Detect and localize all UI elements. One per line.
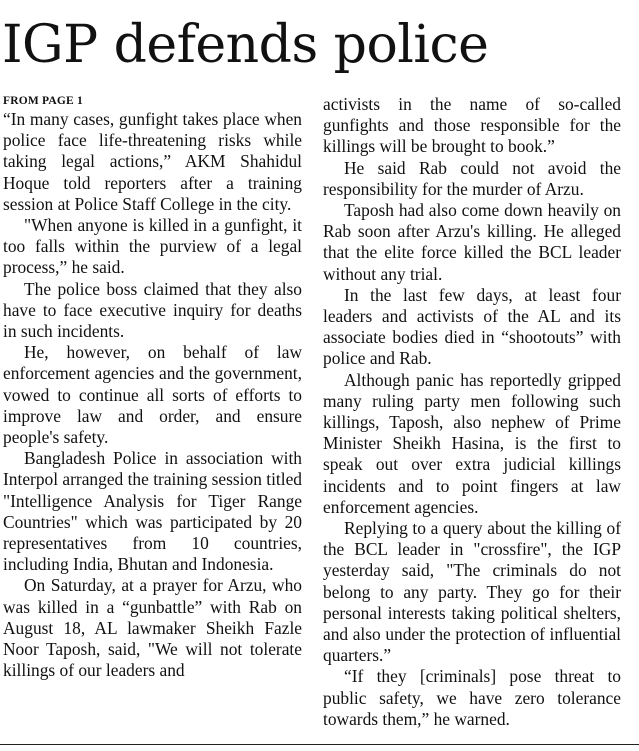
paragraph: Replying to a query about the killing of the BCL leader in "crossfire", the IGP yesterday said, "The criminals do not belong to any party. They go for their personal interests taking political shelters, and also under the protection of influential quarters.” — [323, 518, 621, 666]
bottom-rule — [0, 744, 639, 745]
paragraph: On Saturday, at a prayer for Arzu, who was killed in a “gunbattle” with Rab on August 18, AL lawmaker Sheikh Fazle Noor Taposh, said, "We will not tolerate killings of our leaders and — [3, 575, 302, 681]
paragraph: “If they [criminals] pose threat to public safety, we have zero tolerance towards them,” he warned. — [323, 666, 621, 729]
headline: IGP defends police — [2, 15, 489, 75]
paragraph: The police boss claimed that they also have to face executive inquiry for deaths in such incidents. — [3, 278, 302, 342]
kicker-from-page: FROM PAGE 1 — [3, 95, 83, 107]
paragraph: In the last few days, at least four leaders and activists of the AL and its associate bodies died in “shootouts” with police and Rab. — [323, 284, 621, 369]
paragraph: "When anyone is killed in a gunfight, it too falls within the purview of a legal process,” he said. — [3, 215, 302, 278]
article-column-right — [323, 94, 621, 730]
paragraph: Bangladesh Police in association with Interpol arranged the training session titled "Intelligence Analysis for Tiger Range Countries" which was participated by 20 representatives from 10 countries, including India, Bhutan and Indonesia. — [3, 448, 302, 575]
paragraph: “In many cases, gunfight takes place when police face life-threatening risks while taking legal actions,” AKM Shahidul Hoque told reporters after a training session at Police Staff College in the city. — [3, 109, 302, 214]
article-column-left — [3, 94, 302, 681]
paragraph: He, however, on behalf of law enforcement agencies and the government, vowed to continue all sorts of efforts to improve law and order, and ensure people's safety. — [3, 342, 302, 448]
paragraph: Although panic has reportedly gripped many ruling party men following such killings, Taposh, also nephew of Prime Minister Sheikh Hasina, is the first to speak out over extra judicial killings incidents and to point fingers at law enforcement agencies. — [323, 369, 621, 517]
paragraph: Taposh had also come down heavily on Rab soon after Arzu's killing. He alleged that the elite force killed the BCL leader without any trial. — [323, 200, 621, 284]
paragraph: He said Rab could not avoid the responsibility for the murder of Arzu. — [323, 157, 621, 199]
paragraph: activists in the name of so-called gunfights and those responsible for the killings will be brought to book.” — [323, 94, 621, 157]
